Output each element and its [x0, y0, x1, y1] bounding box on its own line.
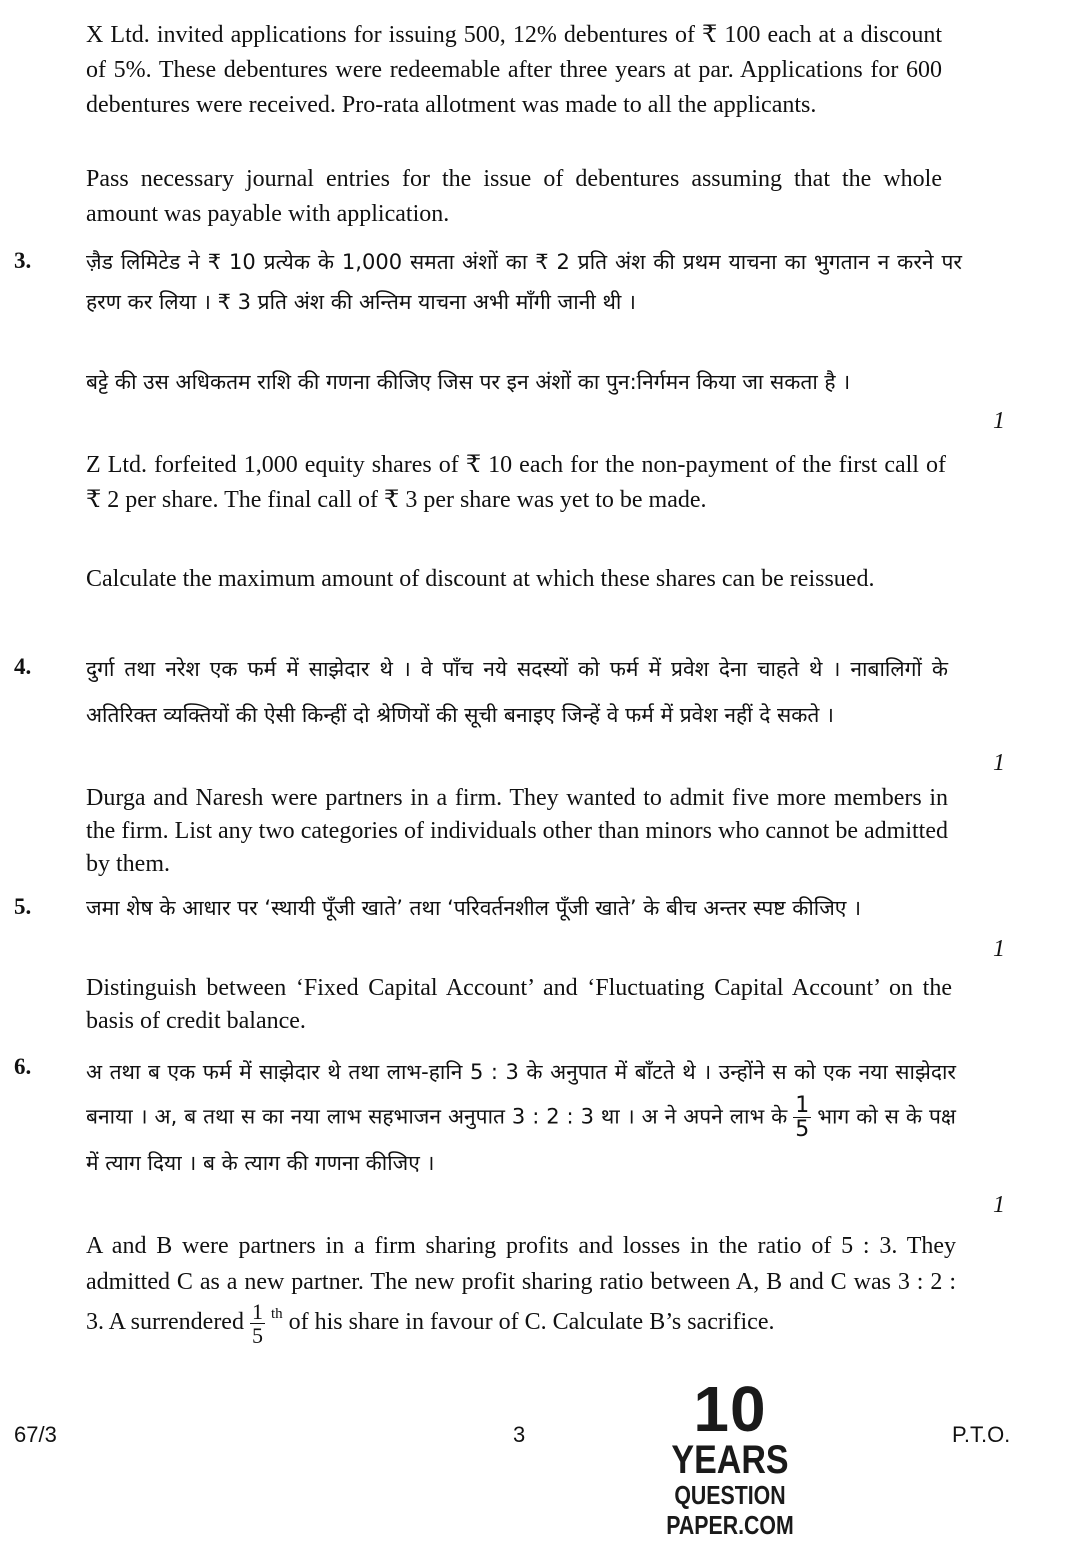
- q6-hindi-fraction: [793, 1094, 811, 1141]
- q6-hindi-part2: भाग को स के पक्ष में त्याग दिया । ब के त्याग की गणना कीजिए ।: [86, 1104, 956, 1176]
- q6-english-fraction: [250, 1300, 265, 1347]
- q6-hindi-text: [86, 1050, 956, 1185]
- q6-hindi-fraction-denominator: 5: [795, 1117, 810, 1143]
- question-number-5: 5.: [14, 894, 32, 919]
- q6-english-superscript: th: [270, 1306, 283, 1322]
- watermark-number: 10: [693, 1373, 767, 1445]
- q2-english-instruction: Pass necessary journal entries for the issue of debentures assuming that the whole amount was payable with application.: [86, 166, 942, 227]
- q6-english-text: [86, 1228, 956, 1347]
- q6-english-part2: of his share in favour of C. Calculate B’s sacrifice.: [288, 1309, 775, 1336]
- watermark-logo: [605, 1373, 855, 1540]
- question-number-6: 6.: [14, 1054, 32, 1079]
- q3-english-text: Z Ltd. forfeited 1,000 equity shares of ₹ 10 each for the non-payment of the first call of ₹ 2 per share. The final call of ₹ 3 per share was yet to be made.: [86, 452, 946, 513]
- page-number: 3: [513, 1422, 526, 1447]
- q4-marks: 1: [993, 750, 1005, 776]
- paper-code: 67/3: [14, 1422, 57, 1447]
- watermark-site: QUESTION PAPER.COM: [666, 1480, 794, 1540]
- watermark-years: YEARS: [671, 1438, 789, 1482]
- question-number-3: 3.: [14, 248, 32, 273]
- q5-hindi-text: जमा शेष के आधार पर ‘स्थायी पूँजी खाते’ तथा ‘परिवर्तनशील पूँजी खाते’ के बीच अन्तर स्पष्ट कीजिए ।: [86, 896, 862, 920]
- q3-english-question: Calculate the maximum amount of discount at which these shares can be reissued.: [86, 566, 875, 592]
- q6-english-part1: A and B were partners in a firm sharing profits and losses in the ratio of 5 : 3. They admitted C as a new partner. The new profit sharing ratio between A, B and C was 3 : 2 : 3. A surrendered: [86, 1233, 956, 1336]
- please-turn-over: P.T.O.: [952, 1422, 1011, 1447]
- q5-english-text: Distinguish between ‘Fixed Capital Account’ and ‘Fluctuating Capital Account’ on the basis of credit balance.: [86, 975, 952, 1034]
- q4-hindi-text: दुर्गा तथा नरेश एक फर्म में साझेदार थे । वे पाँच नये सदस्यों को फर्म में प्रवेश देना चाहते थे । नाबालिगों के अतिरिक्त व्यक्तियों की ऐसी किन्हीं दो श्रेणियों की सूची बनाइए जिन्हें वे फर्म में प्रवेश नहीं दे सकते ।: [86, 657, 948, 727]
- q5-marks: 1: [993, 936, 1005, 962]
- q3-hindi-question: बट्टे की उस अधिकतम राशि की गणना कीजिए जिस पर इन अंशों का पुन:निर्गमन किया जा सकता है ।: [86, 370, 851, 394]
- q3-hindi-text: ज़ैड लिमिटेड ने ₹ 10 प्रत्येक के 1,000 समता अंशों का ₹ 2 प्रति अंश की प्रथम याचना का भुगतान न करने पर हरण कर लिया । ₹ 3 प्रति अंश की अन्तिम याचना अभी माँगी जानी थी ।: [86, 250, 962, 314]
- question-number-4: 4.: [14, 654, 32, 679]
- q6-hindi-fraction-numerator: 1: [795, 1093, 810, 1118]
- q6-english-fraction-numerator: 1: [251, 1299, 263, 1324]
- q6-marks: 1: [993, 1192, 1005, 1218]
- q6-english-fraction-denominator: 5: [251, 1323, 263, 1349]
- q2-english-text: X Ltd. invited applications for issuing 500, 12% debentures of ₹ 100 each at a discount of 5%. These debentures were redeemable after three years at par. Applications for 600 debentures were received. Pro-rata allotment was made to all the applicants.: [86, 22, 942, 118]
- q4-english-text: Durga and Naresh were partners in a firm. They wanted to admit five more members in the firm. List any two categories of individuals other than minors who cannot be admitted by them.: [86, 785, 948, 877]
- q6-hindi-part1: अ तथा ब एक फर्म में साझेदार थे तथा लाभ-हानि 5 : 3 के अनुपात में बाँटते थे । उन्होंने स को एक नया साझेदार बनाया । अ, ब तथा स का नया लाभ सहभाजन अनुपात 3 : 2 : 3 था । अ ने अपने लाभ के: [86, 1060, 956, 1129]
- q3-marks: 1: [993, 408, 1005, 434]
